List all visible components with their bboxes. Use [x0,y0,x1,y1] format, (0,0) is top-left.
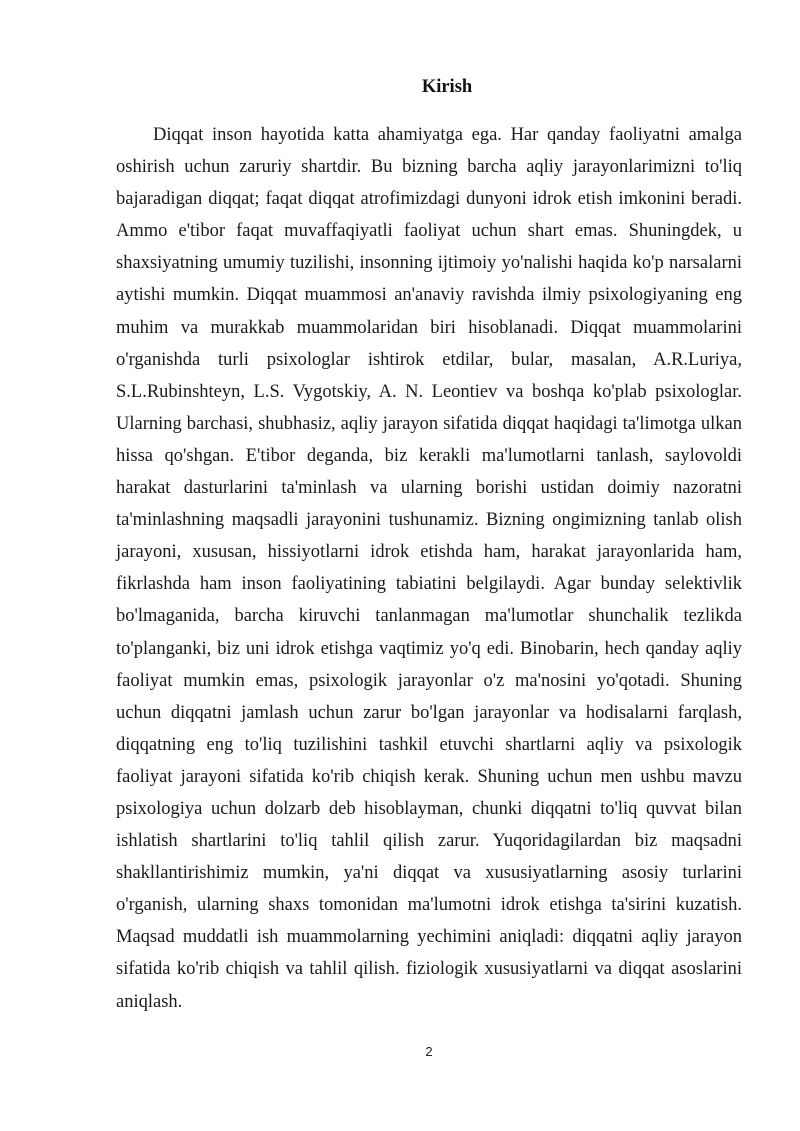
body-paragraph: Diqqat inson hayotida katta ahamiyatga ega. Har qanday faoliyatni amalga oshirish uchun zaruriy shartdir. Bu bizning barcha aqliy jarayonlarimizni to'liq bajaradigan diqqat; faqat diqqat atrofimizdagi dunyoni idrok etish imkonini beradi. Ammo e'tibor faqat muvaffaqiyatli faoliyat uchun shart emas. Shuningdek, u shaxsiyatning umumiy tuzilishi, insonning ijtimoiy yo'nalishi haqida ko'p narsalarni aytishi mumkin. Diqqat muammosi an'anaviy ravishda ilmiy psixologiyaning eng muhim va murakkab muammolaridan biri hisoblanadi. Diqqat muammolarini o'rganishda turli psixologlar ishtirok etdilar, bular, masalan, A.R.Luriya, S.L.Rubinshteyn, L.S. Vygotskiy, A. N. Leontiev va boshqa ko'plab psixologlar. Ularning barchasi, shubhasiz, aqliy jarayon sifatida diqqat haqidagi ta'limotga ulkan hissa qo'shgan. E'tibor deganda, biz kerakli ma'lumotlarni tanlash, saylovoldi harakat dasturlarini ta'minlash va ularning borishi ustidan doimiy nazoratni ta'minlashning maqsadli jarayonini tushunamiz. Bizning ongimizning tanlab olish jarayoni, xususan, hissiyotlarni idrok etishda ham, harakat jarayonlarida ham, fikrlashda ham inson faoliyatining tabiatini belgilaydi. Agar bunday selektivlik bo'lmaganida, barcha kiruvchi tanlanmagan ma'lumotlar shunchalik tezlikda to'planganki, biz uni idrok etishga vaqtimiz yo'q edi. Binobarin, hech qanday aqliy faoliyat mumkin emas, psixologik jarayonlar o'z ma'nosini yo'qotadi. Shuning uchun diqqatni jamlash uchun zarur bo'lgan jarayonlar va hodisalarni farqlash, diqqatning eng to'liq tuzilishini tashkil etuvchi shartlarni aqliy va psixologik faoliyat jarayoni sifatida ko'rib chiqish kerak. Shuning uchun men ushbu mavzu psixologiya uchun dolzarb deb hisoblayman, chunki diqqatni to'liq quvvat bilan ishlatish shartlarini to'liq tahlil qilish zarur. Yuqoridagilardan biz maqsadni shakllantirishimiz mumkin, ya'ni diqqat va xususiyatlarning asosiy turlarini o'rganish, ularning shaxs tomonidan ma'lumotni idrok etishga ta'sirini kuzatish. Maqsad muddatli ish muammolarning yechimini aniqladi: diqqatni aqliy jarayon sifatida ko'rib chiqish va tahlil qilish. fiziologik xususiyatlarni va diqqat asoslarini aniqlash. [116,125,742,1012]
page-number: 2 [425,1044,433,1059]
page-title: Kirish [421,77,473,97]
